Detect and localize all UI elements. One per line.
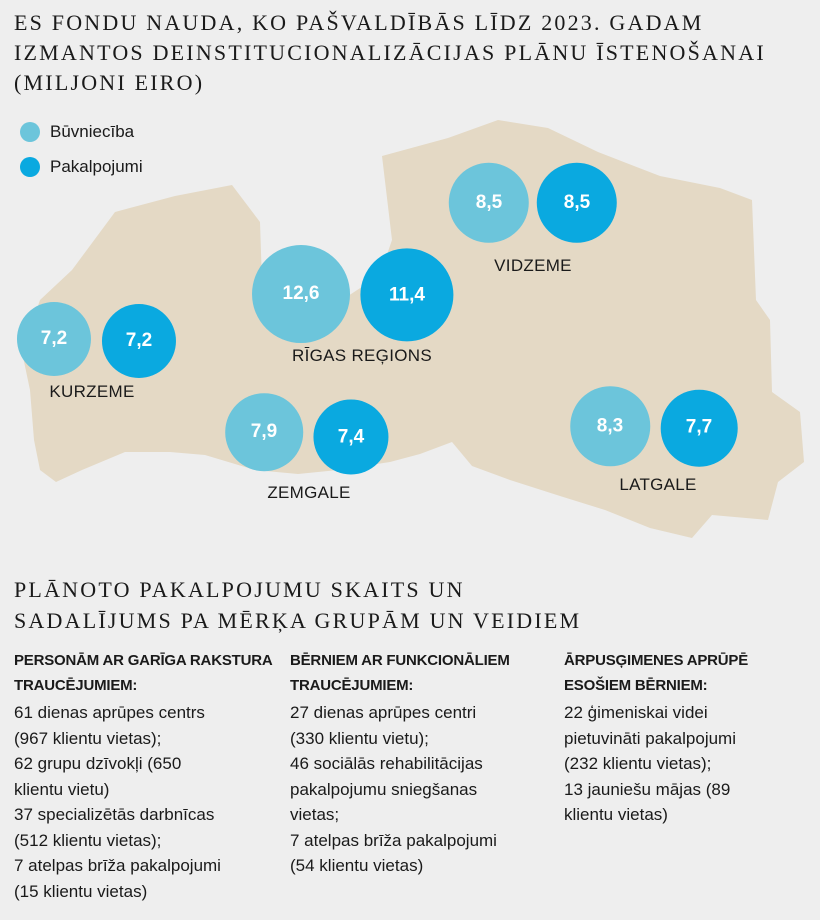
column-body-line: 7 atelpas brīža pakalpojumi [14,856,221,875]
bubble-riga-pakalpojumi [360,248,453,341]
column-body-line: pietuvināti pakalpojumi [564,728,736,748]
column-heading [290,648,510,698]
column-body-line: (512 klientu vietas); [14,830,162,850]
region-label-vidzeme: VIDZEME [494,256,572,275]
bubble-latgale-pakalpojumi [661,390,738,467]
column-body-line: klientu vietas) [564,805,668,824]
chart-title-line: ES FONDU NAUDA, KO PAŠVALDĪBĀS LĪDZ 2023. GADAM [14,10,704,35]
column-body-line: klientu vietu) [14,779,110,799]
column-heading-line: TRAUCĒJUMIEM: [290,677,414,694]
section-title [14,574,804,636]
bubble-value-label: 12,6 [282,283,320,304]
section-title-line: SADALĪJUMS PA MĒRĶA GRUPĀM UN VEIDIEM [14,608,582,633]
bubble-value-label: 7,2 [125,329,153,351]
region-label-riga: RĪGAS REĢIONS [292,346,432,365]
legend-dot-buvnieciba [20,122,40,142]
column-body-line: 13 jauniešu mājas (89 [564,779,731,799]
column-body-line: (330 klientu vietu); [290,728,429,748]
column-heading-line: ĀRPUSĢIMENES APRŪPĒ [564,652,749,669]
chart-title [14,8,804,98]
column-body [290,700,510,879]
bubble-zemgale-buvnieciba [225,393,303,471]
bubble-kurzeme-pakalpojumi [102,304,176,378]
column-heading [14,648,273,698]
bubble-riga-buvnieciba [252,245,350,343]
chart-title-line: (MILJONI EIRO) [14,70,205,95]
column-body [564,700,748,828]
bubble-value-label: 7,4 [337,425,365,447]
column-body-line: (232 klientu vietas); [564,754,712,773]
services-column-mental [14,648,273,904]
bubble-kurzeme-buvnieciba [17,302,91,376]
column-body-line: 61 dienas aprūpes centrs [14,703,205,722]
column-body-line: 46 sociālās rehabilitācijas [290,754,483,773]
legend [20,122,143,192]
column-body-line: pakalpojumu sniegšanas [290,779,478,799]
column-body-line: 7 atelpas brīža pakalpojumi [290,830,497,850]
bubble-value-label: 8,5 [475,191,503,213]
column-heading [564,648,748,698]
legend-label: Būvniecība [50,122,135,141]
column-heading-line: ESOŠIEM BĒRNIEM: [564,677,708,694]
bubble-value-label: 7,7 [685,416,713,438]
region-label-kurzeme: KURZEME [49,382,135,401]
bubble-zemgale-pakalpojumi [313,399,388,474]
chart-title-line: IZMANTOS DEINSTITUCIONALIZĀCIJAS PLĀNU ĪSTENOŠANAI [14,40,766,65]
region-label-latgale: LATGALE [619,475,697,494]
bubble-value-label: 8,3 [596,415,624,436]
bubble-value-label: 11,4 [389,284,425,305]
legend-item-buvnieciba [20,122,143,142]
column-body-line: 62 grupu dzīvokļi (650 [14,754,182,773]
column-body-line: vietas; [290,805,340,824]
column-body-line: (967 klientu vietas); [14,728,162,748]
legend-dot-pakalpojumi [20,157,40,177]
bubble-value-label: 7,9 [250,421,278,442]
section-title-line: PLĀNOTO PAKALPOJUMU SKAITS UN [14,577,465,602]
region-label-zemgale: ZEMGALE [267,483,351,502]
column-heading-line: PERSONĀM AR GARĪGA RAKSTURA [14,652,273,669]
services-column-children-disabilities [290,648,510,879]
column-body-line: 22 ģimeniskai videi [564,703,708,722]
services-column-out-of-family-care [564,648,748,828]
column-body-line: (15 klientu vietas) [14,881,148,901]
column-body-line: 37 specializētās darbnīcas [14,805,215,824]
column-body-line: (54 klientu vietas) [290,856,424,875]
column-heading-line: TRAUCĒJUMIEM: [14,677,138,694]
legend-item-pakalpojumi [20,157,143,177]
bubble-value-label: 7,2 [40,327,68,349]
column-heading-line: BĒRNIEM AR FUNKCIONĀLIEM [290,652,510,669]
bubble-latgale-buvnieciba [570,386,650,466]
bubble-value-label: 8,5 [563,191,591,213]
column-body-line: 27 dienas aprūpes centri [290,703,477,722]
legend-label: Pakalpojumi [50,157,143,176]
column-body [14,700,273,904]
